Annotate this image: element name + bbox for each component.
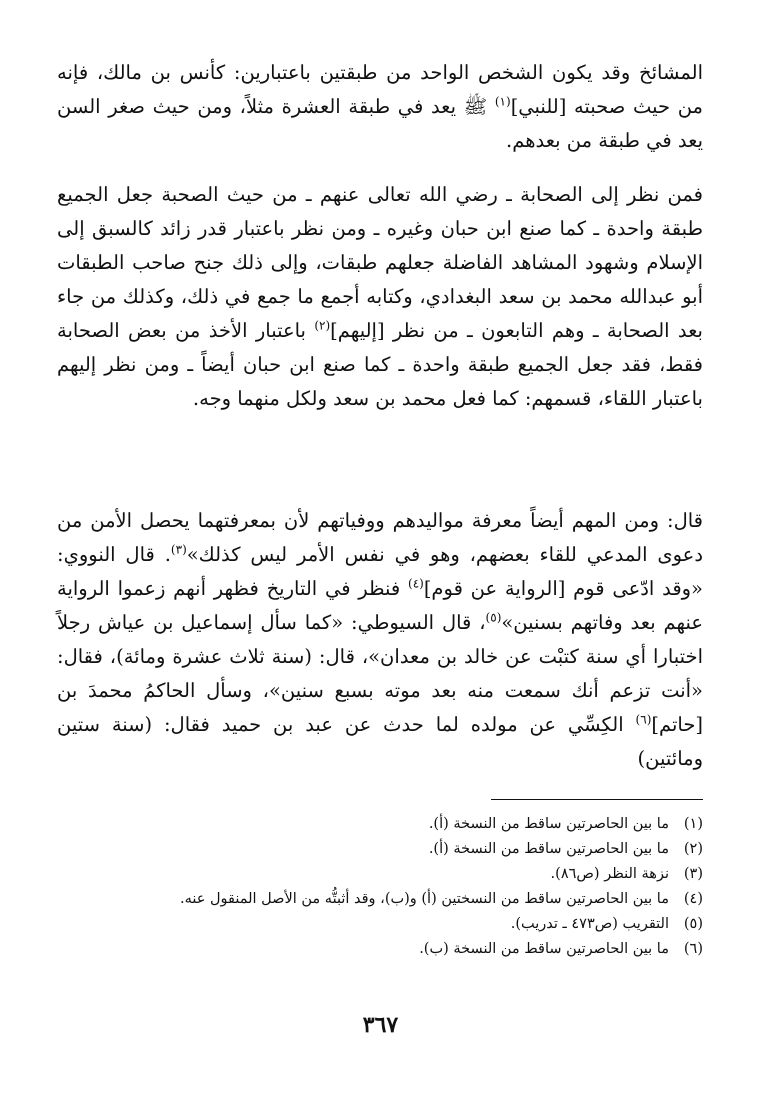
paragraph-text: ﷺ يعد في طبقة العشرة مثلاً، ومن حيث صغر السن يعد في طبقة من بعدهم. <box>57 95 703 152</box>
footnote-number: (٥) <box>683 916 703 932</box>
paragraph-text: الكِسِّي عن مولده لما حدث عن عبد بن حميد فقال: (سنة ستين ومائتين) <box>57 713 703 770</box>
paragraph-text: قال: ومن المهم أيضاً معرفة مواليدهم ووفياتهم لأن بمعرفتهما يحصل الأمن من دعوى المدعي للقاء بعضهم، وهو في نفس الأمر ليس كذلك» <box>57 509 703 566</box>
footnote-text: ما بين الحاصرتين ساقط من النسخة (أ). <box>428 841 669 857</box>
footnote-number: (٤) <box>683 891 703 907</box>
paragraph-2 <box>57 178 703 416</box>
footnote-number: (٣) <box>683 866 703 882</box>
paragraph-text: ، قال السيوطي: «كما سأل إسماعيل بن عياش رجلاً اختبارا أي سنة كتبْت عن خالد بن معدان»، قال: (سنة ثلاث عشرة ومائة)، فقال: «أنت تزعم أنك سمعت منه بعد موته بسبع سنين»، وسأل الحاكمُ محمدَ بن [حاتم] <box>57 611 703 736</box>
footnote-text: نزهة النظر (ص٨٦). <box>550 866 669 882</box>
footnote-number: (١) <box>683 816 703 832</box>
footnote-item <box>57 937 703 962</box>
page-number: ٣٦٧ <box>362 1012 399 1038</box>
footnote-item <box>57 812 703 837</box>
paragraph-text: المشائخ وقد يكون الشخص الواحد من طبقتين باعتبارين: كأنس بن مالك، فإنه من حيث صحبته [للنبي] <box>57 61 703 118</box>
paragraph-text: . قال النووي: «وقد ادّعى قوم [الرواية عن قوم] <box>57 543 703 600</box>
footnote-reference: (٤) <box>408 576 424 591</box>
footnote-divider <box>491 799 703 800</box>
footnote-reference: (٥) <box>485 610 502 625</box>
footnote-reference: (٢) <box>314 318 331 333</box>
paragraph-text: فمن نظر إلى الصحابة ـ رضي الله تعالى عنهم ـ من حيث الصحبة جعل الجميع طبقة واحدة ـ كما صنع ابن حبان وغيره ـ ومن نظر باعتبار قدر زائد كالسبق إلى الإسلام وشهود المشاهد الفاضلة جعلهم طبقات، وإلى ذلك جنح صاحب الطبقات أبو عبدالله محمد بن سعد البغدادي، وكتابه أجمع ما جمع في ذلك، وكذلك من جاء بعد الصحابة ـ وهم التابعون ـ من نظر [إليهم] <box>57 183 703 342</box>
paragraph-1 <box>57 56 703 158</box>
footnote-reference: (١) <box>494 94 511 109</box>
paragraph-text: فنظر في التاريخ فظهر أنهم زعموا الرواية عنهم بعد وفاتهم بسنين» <box>57 577 703 634</box>
footnote-item <box>57 912 703 937</box>
footnote-number: (٢) <box>683 841 703 857</box>
footnote-reference: (٣) <box>170 542 187 557</box>
footnote-reference: (٦) <box>635 712 652 727</box>
footnote-text: ما بين الحاصرتين ساقط من النسختين (أ) و(ب)، وقد أثبتُّه من الأصل المنقول عنه. <box>179 891 669 907</box>
footnote-item <box>57 862 703 887</box>
footnotes-list <box>57 812 703 962</box>
paragraph-3 <box>57 504 703 776</box>
footnote-text: التقريب (ص٤٧٣ ـ تدريب). <box>510 916 669 932</box>
footnote-number: (٦) <box>683 941 703 957</box>
paragraph-text: باعتبار الأخذ من بعض الصحابة فقط، فقد جعل الجميع طبقة واحدة ـ كما صنع ابن حبان أيضاً ـ ومن نظر إليهم باعتبار اللقاء، قسمهم: كما فعل محمد بن سعد ولكل منهما وجه. <box>57 319 703 410</box>
footnote-text: ما بين الحاصرتين ساقط من النسخة (ب). <box>419 941 669 957</box>
footnote-text: ما بين الحاصرتين ساقط من النسخة (أ). <box>428 816 669 832</box>
footnote-item <box>57 837 703 862</box>
footnote-item <box>57 887 703 912</box>
